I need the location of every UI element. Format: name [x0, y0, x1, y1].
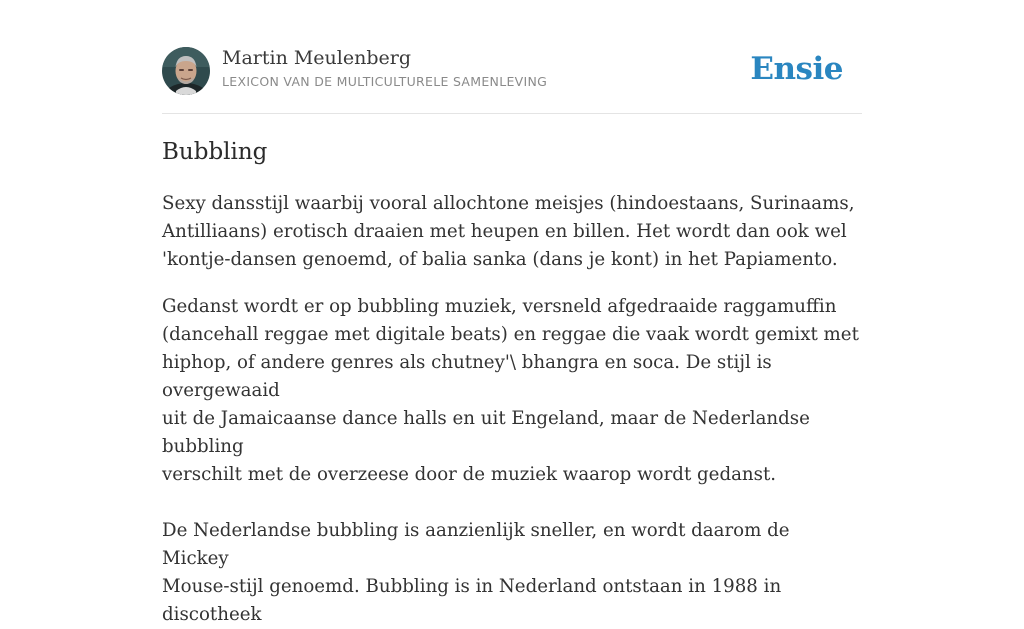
brand-logo[interactable]: Ensie: [750, 51, 843, 87]
article-header: [162, 46, 862, 96]
paragraph: Sexy dansstijl waarbij vooral allochtone meisjes (hindoestaans, Surinaams, Antilliaans) erotisch draaien met heupen en billen. Het wordt dan ook wel 'kontje-dansen genoemd, of balia sanka (dans je kont) in het Papiamento.: [162, 193, 855, 270]
publication-name[interactable]: LEXICON VAN DE MULTICULTURELE SAMENLEVING: [222, 74, 548, 89]
article-title: Bubbling: [162, 139, 268, 165]
header-divider: [162, 113, 862, 114]
author-avatar[interactable]: [162, 47, 210, 95]
author-name[interactable]: Martin Meulenberg: [222, 47, 411, 69]
paragraph: De Nederlandse bubbling is aanzienlijk sneller, en wordt daarom de Mickey Mouse-stijl genoemd. Bubbling is in Nederland ontstaan in 1988 in discotheek: [162, 520, 790, 625]
paragraph: Gedanst wordt er op bubbling muziek, versneld afgedraaide raggamuffin (dancehall reggae met digitale beats) en reggae die vaak wordt gemixt met hiphop, of andere genres als chutney'\ bhangra en soca. De stijl is overgewaaid uit de Jamaicaanse dance halls en uit Engeland, maar de Nederlandse bubbling verschilt met de overzeese door de muziek waarop wordt gedanst.: [162, 296, 859, 485]
article-body: [162, 190, 862, 629]
